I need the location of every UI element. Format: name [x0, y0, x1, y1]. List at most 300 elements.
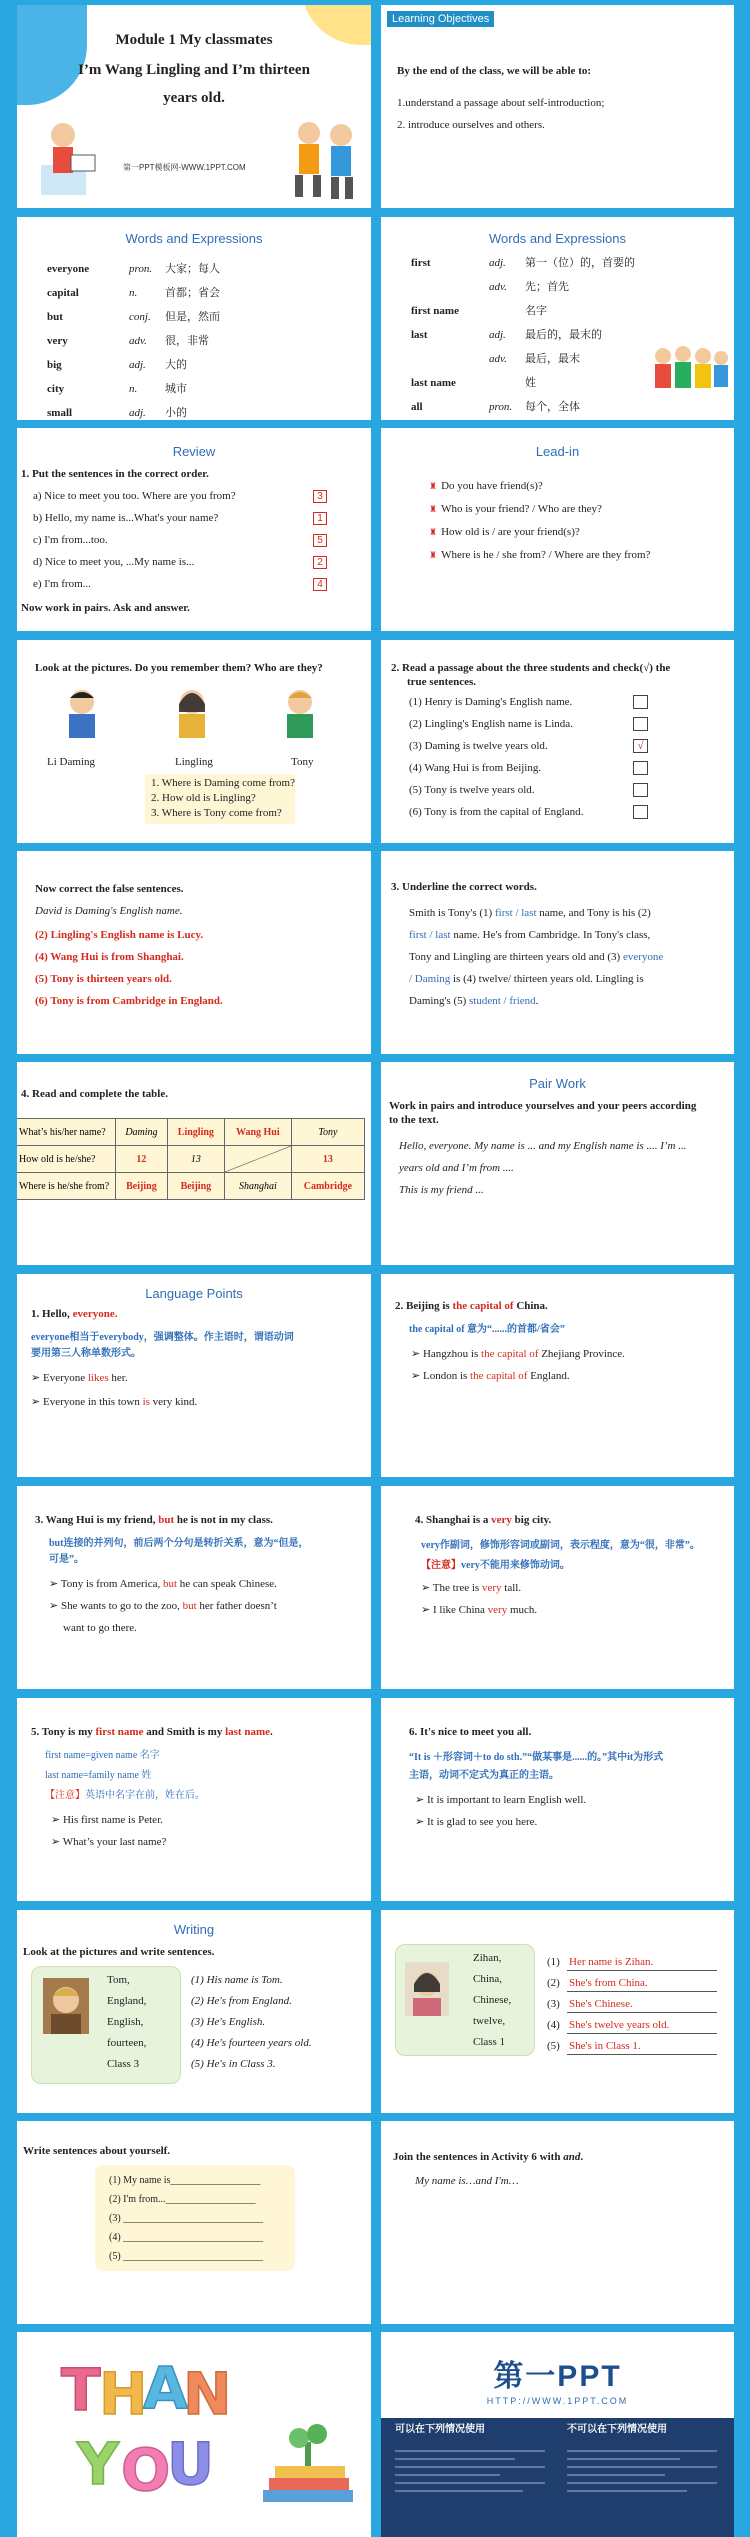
written-sentence: (1) His name is Tom. [191, 1974, 283, 1986]
model-line: This is my friend ... [399, 1184, 484, 1196]
svg-text:Y: Y [77, 2430, 119, 2498]
write-line: (2) I'm from...__________________ [109, 2194, 256, 2205]
slide-credits [381, 2332, 734, 2537]
card-detail: Tom, [107, 1974, 130, 1986]
example-line: ➢ What’s your last name? [51, 1836, 167, 1848]
order-number: 2 [313, 556, 327, 569]
ex-keyword: very [487, 1604, 508, 1616]
written-sentence: (4) He's fourteen years old. [191, 2037, 312, 2049]
leadin-question-text: Do you have friend(s)? [441, 480, 543, 492]
table-cell: Tony [291, 1119, 364, 1146]
word-meaning: 每个，全体 [525, 401, 580, 413]
credits-left-list [395, 2444, 545, 2526]
word-meaning: 首都；省会 [165, 287, 220, 299]
card-detail: England, [107, 1995, 147, 2007]
card-detail: China, [473, 1973, 503, 1985]
order-number: 1 [313, 512, 327, 525]
leadin-question [429, 549, 650, 563]
word-meaning: 最后，最末 [525, 353, 580, 365]
svg-text:U: U [167, 2430, 215, 2498]
written-sentence: She's twelve years old. [569, 2019, 670, 2031]
passage-line [409, 929, 650, 943]
ex-text: Tony is from America, [60, 1578, 163, 1590]
heading-text: 5. Tony is my [31, 1726, 96, 1738]
check-box [633, 717, 648, 731]
zihan-photo-icon [405, 1962, 449, 2016]
explanation-line: last name=family name 姓 [45, 1770, 152, 1781]
passage-line [409, 951, 663, 965]
word-meaning: 最后的，最末的 [525, 329, 602, 341]
ex-text: What’s your last name? [62, 1836, 167, 1848]
ex-text: It is important to learn English well. [426, 1794, 587, 1806]
leadin-question [429, 480, 543, 494]
word-pos: adj. [489, 257, 506, 269]
card-detail: fourteen, [107, 2037, 147, 2049]
word-meaning: 小的 [165, 407, 187, 419]
card-detail: Chinese, [473, 1994, 512, 2006]
example-line: ➢ It is glad to see you here. [415, 1816, 538, 1828]
question: Look at the pictures. Do you remember them? Who are they? [35, 662, 323, 674]
answer-number: (3) [547, 1998, 560, 2010]
section-title: Words and Expressions [125, 231, 263, 246]
corrected-sentence: (6) Tony is from Cambridge in England. [35, 995, 223, 1007]
answer-underline [567, 1970, 717, 1971]
ex-text: her father doesn’t [196, 1600, 277, 1612]
written-sentence: She's Chinese. [569, 1998, 633, 2010]
answer-underline [567, 1991, 717, 1992]
explanation-line: 主语，动词不定式为真正的主语。 [409, 1770, 559, 1781]
brand-logo: 第一PPT [493, 2360, 622, 2393]
corrected-sentence: (5) Tony is thirteen years old. [35, 973, 172, 985]
check-sentence: (5) Tony is twelve years old. [409, 784, 535, 796]
diagonal-line-icon [225, 1146, 291, 1172]
example-line: ➢ I like China very much. [421, 1604, 538, 1616]
check-box [633, 783, 648, 797]
word-pos: adv. [489, 353, 507, 365]
table-cell: 13 [167, 1146, 224, 1173]
slide-footer: 第一PPT模板网-WWW.1PPT.COM [123, 163, 246, 172]
word-meaning: 城市 [165, 383, 187, 395]
explanation-line: 可是”。 [49, 1554, 84, 1565]
table-cell: Wang Hui [224, 1119, 291, 1146]
word-meaning: 姓 [525, 377, 536, 389]
table-cell-crossed [224, 1146, 291, 1173]
heading-text: 3. Wang Hui is my friend, [35, 1514, 159, 1526]
explanation-line: first name=given name 名字 [45, 1750, 160, 1761]
word-meaning: 大家；每人 [165, 263, 220, 275]
review-footer: Now work in pairs. Ask and answer. [21, 602, 190, 614]
subtitle-line-1: I’m Wang Lingling and I’m thirteen [78, 62, 310, 78]
cartoon-right-icon [287, 113, 367, 203]
slide-language-point-2 [381, 1274, 734, 1477]
heading-text: 4. Shanghai is a [415, 1514, 492, 1526]
slide-language-point-4 [381, 1486, 734, 1689]
heading-keyword: first name [95, 1726, 144, 1738]
slide-lead-in [381, 428, 734, 631]
person-label: Li Daming [47, 756, 95, 768]
question: 3. Underline the correct words. [391, 881, 537, 893]
corrected-sentence: (2) Lingling's English name is Lucy. [35, 929, 204, 941]
tip-text: 英语中名字在前，姓在后。 [85, 1790, 205, 1801]
passage-text: Daming's (5) [409, 995, 470, 1007]
word-meaning: 第一（位）的，首要的 [525, 257, 635, 269]
word-pos: pron. [129, 263, 153, 275]
slide-thank-you [17, 2332, 371, 2537]
written-sentence: (3) He's English. [191, 2016, 266, 2028]
credits-left-heading: 可以在下列情况使用 [395, 2424, 485, 2435]
table-cell: Beijing [116, 1173, 168, 1200]
thank-you-graphic-icon [57, 2344, 237, 2514]
corrected-sentence: (4) Wang Hui is from Shanghai. [35, 951, 184, 963]
answer-underline [567, 2054, 717, 2055]
question: Write sentences about yourself. [23, 2145, 171, 2157]
slide-words-1 [17, 217, 371, 420]
explanation-line: the capital of 意为“......的首都/省会” [409, 1324, 565, 1335]
word-pos: pron. [489, 401, 513, 413]
slide-pair-work [381, 1062, 734, 1265]
order-number: 3 [313, 490, 327, 503]
objectives-intro: By the end of the class, we will be able to: [397, 65, 592, 77]
card-detail: English, [107, 2016, 144, 2028]
word-meaning: 先；首先 [525, 281, 569, 293]
leadin-question-text: Where is he / she from? / Where are they from? [441, 549, 651, 561]
option-words: first / last [494, 907, 537, 919]
passage-line [409, 973, 644, 987]
svg-text:H: H [99, 2360, 148, 2428]
slide-pictures [17, 640, 371, 843]
explanation-line: but连接的并列句，前后两个分句是转折关系，意为“但是， [49, 1538, 309, 1549]
tip-line [45, 1790, 205, 1803]
example-line: ➢ London is the capital of England. [411, 1370, 570, 1382]
ex-text: The tree is [432, 1582, 482, 1594]
objective-item: 2. introduce ourselves and others. [397, 119, 545, 131]
heading-keyword: very [491, 1514, 512, 1526]
bullet-icon: ♜ [429, 504, 438, 514]
passage-line [409, 995, 538, 1009]
answer-number: (1) [547, 1956, 560, 1968]
check-box [633, 761, 648, 775]
table-cell: 13 [291, 1146, 364, 1173]
check-box [633, 805, 648, 819]
passage-text: name. He's from Cambridge. In Tony's class, [450, 929, 651, 941]
section-title: Pair Work [529, 1076, 586, 1091]
ex-text: much. [507, 1604, 538, 1616]
ex-keyword: likes [87, 1372, 109, 1384]
credits-right-heading: 不可以在下列情况使用 [567, 2424, 667, 2435]
page-title: Module 1 My classmates [115, 32, 273, 48]
example-line: ➢ It is important to learn English well. [415, 1794, 587, 1806]
point-heading [35, 1514, 273, 1528]
ex-keyword: very [481, 1582, 502, 1594]
lingling-picture-icon [171, 686, 213, 738]
table-cell: Lingling [167, 1119, 224, 1146]
table-cell: Where is he/she from? [17, 1173, 116, 1200]
heading-text: he is not in my class. [174, 1514, 273, 1526]
heading-text: . [270, 1726, 273, 1738]
word-pos: n. [129, 383, 138, 395]
section-title: Writing [173, 1922, 215, 1937]
heading-text: 2. Beijing is [395, 1300, 453, 1312]
card-detail: Zihan, [473, 1952, 502, 1964]
word-term: capital [47, 287, 79, 299]
word-meaning: 但是，然而 [165, 311, 220, 323]
word-term: last name [411, 377, 456, 389]
tony-picture-icon [279, 686, 321, 738]
example-line: ➢ His first name is Peter. [51, 1814, 163, 1826]
slide-language-point-5 [17, 1698, 371, 1901]
word-term: small [47, 407, 73, 419]
section-title: Language Points [145, 1286, 243, 1301]
written-sentence: (5) He's in Class 3. [191, 2058, 276, 2070]
objectives-tag: Learning Objectives [387, 11, 494, 27]
table-cell: Daming [116, 1119, 168, 1146]
slide-words-2 [381, 217, 734, 420]
ex-keyword: the capital of [470, 1370, 528, 1382]
word-term: all [411, 401, 423, 413]
option-words: first / last [409, 929, 451, 941]
table-row [17, 1173, 365, 1200]
heading-text: big city. [511, 1514, 552, 1526]
slide-language-point-3 [17, 1486, 371, 1689]
word-term: everyone [47, 263, 90, 275]
ex-text: her. [108, 1372, 128, 1384]
answer-line: My name is…and I'm… [415, 2175, 519, 2187]
q-text: . [580, 2151, 584, 2163]
point-heading [31, 1726, 273, 1740]
passage-text: name, and Tony is his (2) [536, 907, 651, 919]
picture-question: 3. Where is Tony come from? [151, 807, 282, 819]
svg-text:N: N [183, 2360, 232, 2428]
ex-text: Everyone in this town [42, 1396, 143, 1408]
ex-text: he can speak Chinese. [177, 1578, 277, 1590]
explanation-line: 要用第三人称单数形式。 [31, 1348, 141, 1359]
slide-complete-table [17, 1062, 371, 1265]
word-pos: adv. [489, 281, 507, 293]
word-term: last [411, 329, 428, 341]
explanation-line: everyone相当于everybody，强调整体。作主语时，谓语动词 [31, 1332, 294, 1343]
li-daming-picture-icon [61, 686, 103, 738]
word-pos: adj. [489, 329, 506, 341]
example-sentence: David is Daming's English name. [35, 905, 183, 917]
slide-review [17, 428, 371, 631]
question: Look at the pictures and write sentences. [23, 1946, 215, 1958]
order-sentence: b) Hello, my name is...What's your name? [33, 512, 219, 524]
ex-text: She wants to go to the zoo, [60, 1600, 183, 1612]
tip-line [421, 1560, 570, 1573]
passage-text: Tony and Lingling are thirteen years old and (3) [409, 951, 623, 963]
instruction-line-2: to the text. [389, 1114, 439, 1126]
point-heading [395, 1300, 548, 1314]
order-sentence: e) I'm from... [33, 578, 91, 590]
slide-underline [381, 851, 734, 1054]
card-detail: Class 1 [473, 2036, 506, 2048]
answer-underline [567, 2033, 717, 2034]
word-pos: adj. [129, 407, 146, 419]
option-words: student / friend [469, 995, 536, 1007]
order-sentence: a) Nice to meet you too. Where are you from? [33, 490, 236, 502]
cartoon-left-icon [31, 115, 101, 197]
table-cell: 12 [116, 1146, 168, 1173]
slide-language-point-1 [17, 1274, 371, 1477]
write-line: (5) ____________________________ [109, 2251, 264, 2262]
leadin-question-text: How old is / are your friend(s)? [441, 526, 580, 538]
slide-writing-1 [17, 1910, 371, 2113]
example-line-cont: want to go there. [63, 1622, 137, 1634]
table-row [17, 1146, 365, 1173]
leadin-question-text: Who is your friend? / Who are they? [441, 503, 602, 515]
word-term: big [47, 359, 62, 371]
word-meaning: 大的 [165, 359, 187, 371]
picture-question: 2. How old is Lingling? [151, 792, 256, 804]
check-sentence: (3) Daming is twelve years old. [409, 740, 548, 752]
ex-text: I like China [432, 1604, 488, 1616]
heading-keyword: the capital of [452, 1300, 514, 1312]
slide-language-point-6 [381, 1698, 734, 1901]
slide-check-true [381, 640, 734, 843]
ex-text: tall. [501, 1582, 522, 1594]
ex-keyword: but [182, 1600, 197, 1612]
svg-text:T: T [61, 2356, 101, 2424]
heading-keyword: last name [225, 1726, 270, 1738]
write-line: (4) ____________________________ [109, 2232, 264, 2243]
order-number: 5 [313, 534, 327, 547]
point-heading [415, 1514, 551, 1528]
bullet-icon: ♜ [429, 481, 438, 491]
written-sentence: (2) He's from England. [191, 1995, 292, 2007]
svg-text:O: O [121, 2436, 171, 2504]
tip-text: very不能用来修饰动词。 [461, 1560, 570, 1571]
question-line-1: 2. Read a passage about the three students and check(√) the [391, 662, 671, 674]
bullet-icon: ♜ [429, 550, 438, 560]
heading-text: 1. Hello, [31, 1308, 73, 1320]
example-line: ➢ She wants to go to the zoo, but her father doesn’t [49, 1600, 277, 1612]
section-title: Review [172, 444, 216, 459]
slide-join-sentences [381, 2121, 734, 2324]
word-meaning: 名字 [525, 305, 547, 317]
example-line: ➢ Everyone in this town is very kind. [31, 1396, 198, 1408]
passage-text: is (4) twelve/ thirteen years old. Lingling is [450, 973, 644, 985]
passage-text: Smith is Tony's (1) [409, 907, 495, 919]
books-plant-icon [253, 2412, 363, 2522]
slide-title [17, 5, 371, 208]
model-line: years old and I’m from .... [399, 1162, 514, 1174]
example-line: ➢ Tony is from America, but he can speak Chinese. [49, 1578, 277, 1590]
write-line: (3) ____________________________ [109, 2213, 264, 2224]
picture-question: 1. Where is Daming come from? [151, 777, 295, 789]
ex-text: His first name is Peter. [62, 1814, 163, 1826]
explanation-line: very作副词，修饰形容词或副词，表示程度，意为“很，非常”。 [421, 1540, 700, 1551]
brand-url: HTTP://WWW.1PPT.COM [486, 2396, 629, 2406]
word-term: but [47, 311, 63, 323]
q-text: Join the sentences in Activity 6 with [393, 2151, 564, 2163]
svg-text:A: A [143, 2354, 188, 2422]
table-cell: What’s his/her name? [17, 1119, 116, 1146]
example-line: ➢ Everyone likes her. [31, 1372, 128, 1384]
word-meaning: 很，非常 [165, 335, 209, 347]
check-sentence: (1) Henry is Daming's English name. [409, 696, 573, 708]
check-sentence: (6) Tony is from the capital of England. [409, 806, 584, 818]
ex-text: Hangzhou is [422, 1348, 482, 1360]
passage-line [409, 907, 651, 921]
heading-keyword: everyone. [72, 1308, 118, 1320]
answer-number: (2) [547, 1977, 560, 1989]
tip-tag: 【注意】 [45, 1790, 85, 1801]
check-box [633, 695, 648, 709]
heading-keyword: but [158, 1514, 175, 1526]
table-cell: How old is he/she? [17, 1146, 116, 1173]
question: 1. Put the sentences in the correct order. [21, 468, 209, 480]
bullet-icon: ♜ [429, 527, 438, 537]
point-heading [31, 1308, 117, 1322]
word-pos: adv. [129, 335, 147, 347]
ex-keyword: but [162, 1578, 178, 1590]
check-sentence: (4) Wang Hui is from Beijing. [409, 762, 542, 774]
ex-text: It is glad to see you here. [426, 1816, 538, 1828]
word-pos: conj. [129, 311, 151, 323]
point-heading: 6. It's nice to meet you all. [409, 1726, 532, 1738]
person-label: Lingling [175, 756, 213, 768]
word-term: first [411, 257, 431, 269]
table-cell: Beijing [167, 1173, 224, 1200]
answer-underline [567, 2012, 717, 2013]
section-title: Words and Expressions [488, 231, 627, 246]
slide-write-yourself [17, 2121, 371, 2324]
objective-item: 1.understand a passage about self-introduction; [397, 97, 605, 109]
table-cell: Cambridge [291, 1173, 364, 1200]
written-sentence: She's in Class 1. [569, 2040, 641, 2052]
leadin-question [429, 526, 580, 540]
card-detail: twelve, [473, 2015, 506, 2027]
instruction-line-1: Work in pairs and introduce yourselves and your peers according [389, 1100, 697, 1112]
slide-learning-objectives [381, 5, 734, 208]
answer-number: (5) [547, 2040, 560, 2052]
written-sentence: Her name is Zihan. [569, 1956, 654, 1968]
children-group-icon [651, 342, 731, 397]
section-title: Lead-in [535, 444, 580, 459]
word-pos: n. [129, 287, 138, 299]
table-cell: Shanghai [224, 1173, 291, 1200]
write-line: (1) My name is__________________ [109, 2175, 261, 2186]
tip-tag: 【注意】 [421, 1560, 461, 1571]
credits-right-list [567, 2444, 717, 2526]
explanation-line: “It is ＋形容词＋to do sth.”“做某事是......的。”其中it为形式 [409, 1752, 664, 1763]
word-term: city [47, 383, 65, 395]
order-number: 4 [313, 578, 327, 591]
subtitle-line-2: years old. [163, 90, 225, 106]
question-line-2: true sentences. [407, 676, 477, 688]
word-pos: adj. [129, 359, 146, 371]
order-sentence: d) Nice to meet you, ...My name is... [33, 556, 195, 568]
card-detail: Class 3 [107, 2058, 140, 2070]
option-words: everyone [622, 951, 664, 963]
model-line: Hello, everyone. My name is ... and my English name is .... I’m ... [399, 1140, 687, 1152]
tom-photo-icon [43, 1978, 89, 2034]
ex-text: Everyone [42, 1372, 88, 1384]
ex-text: Zhejiang Province. [538, 1348, 625, 1360]
example-line: ➢ The tree is very tall. [421, 1582, 522, 1594]
passage-text: . [535, 995, 539, 1007]
slide-correct-false [17, 851, 371, 1054]
example-line: ➢ Hangzhou is the capital of Zhejiang Province. [411, 1348, 625, 1360]
check-sentence: (2) Lingling's English name is Linda. [409, 718, 573, 730]
answer-number: (4) [547, 2019, 560, 2031]
word-term: very [47, 335, 68, 347]
person-label: Tony [291, 756, 314, 768]
heading-text: China. [513, 1300, 548, 1312]
info-table [17, 1118, 365, 1200]
table-row [17, 1119, 365, 1146]
ex-text: England. [527, 1370, 570, 1382]
